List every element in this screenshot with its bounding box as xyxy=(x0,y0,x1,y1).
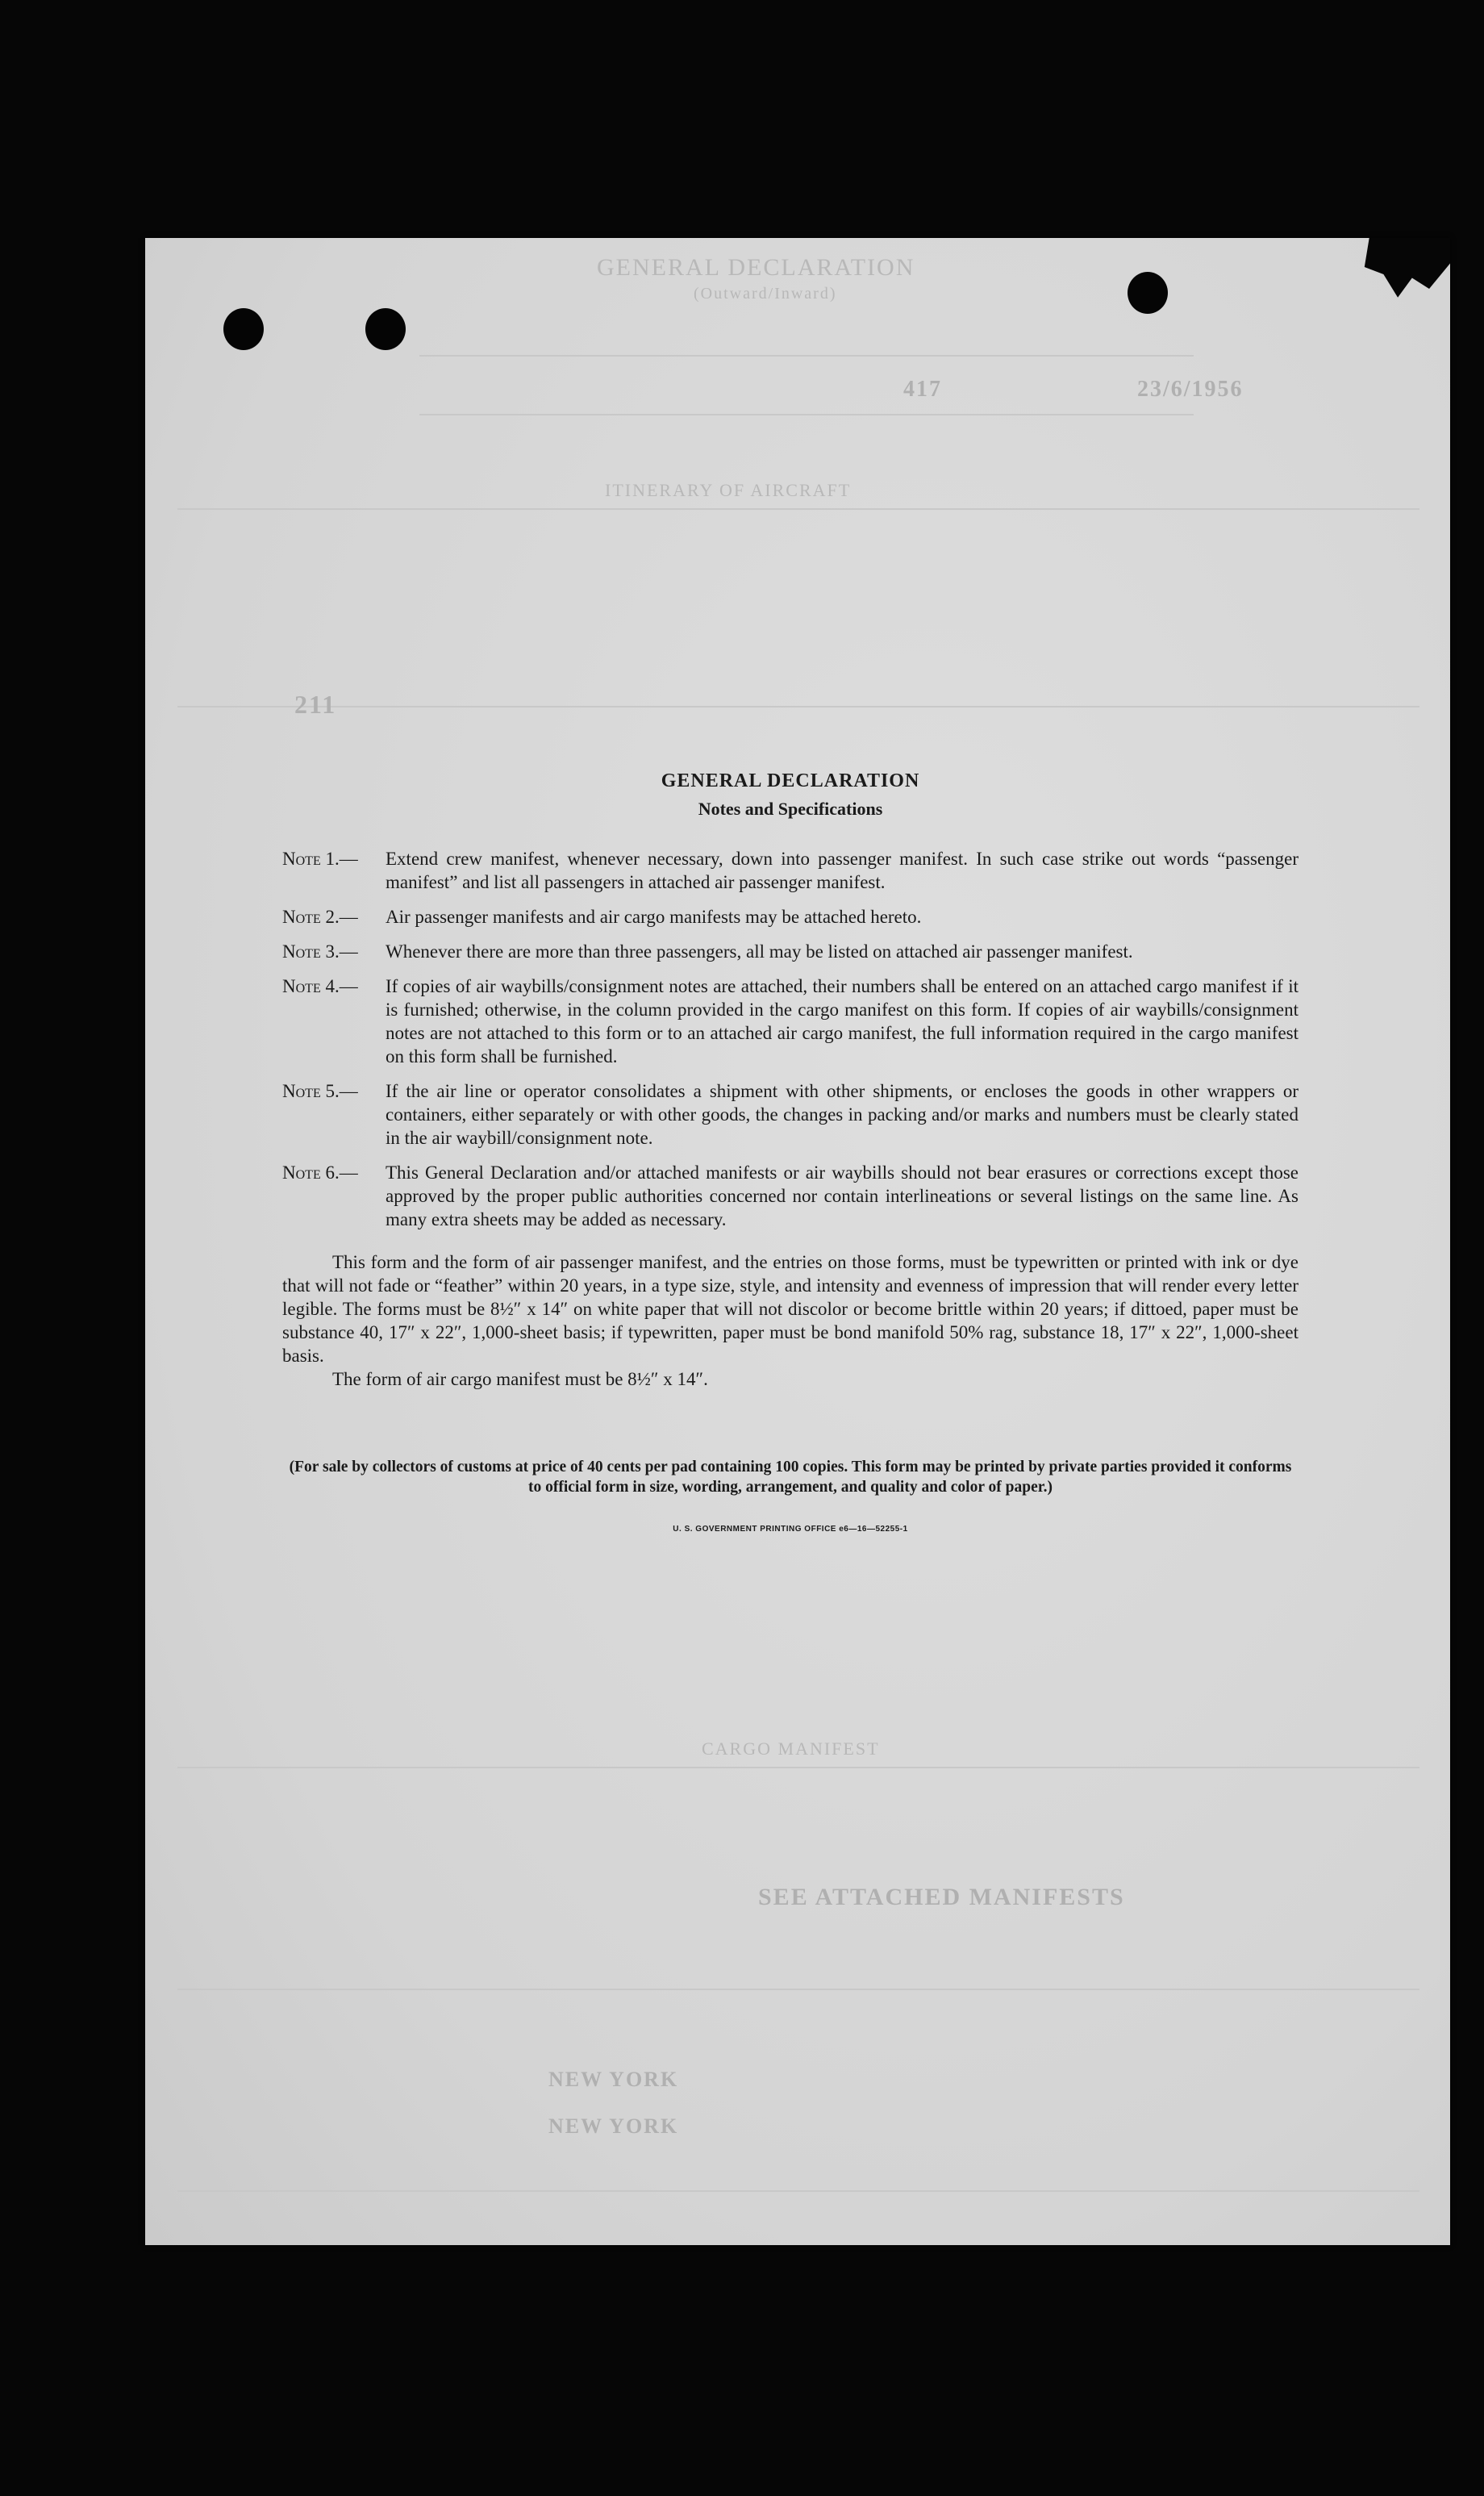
note-3 xyxy=(282,940,1298,963)
printer-imprint: U. S. GOVERNMENT PRINTING OFFICE e6—16—52255-1 xyxy=(673,1525,908,1534)
ghost-header-sub: (Outward/Inward) xyxy=(694,285,837,303)
page-title: GENERAL DECLARATION xyxy=(661,770,920,791)
note-label: Note 3.— xyxy=(282,941,358,962)
ghost-date: 23/6/1956 xyxy=(1137,377,1244,402)
ghost-rule xyxy=(419,355,1194,357)
cargo-manifest-size-line: The form of air cargo manifest must be 8½″ x 14″. xyxy=(332,1369,708,1389)
punch-hole-right xyxy=(1128,272,1168,314)
note-5 xyxy=(282,1079,1298,1150)
ghost-count: 211 xyxy=(294,690,337,719)
form-specification-paragraph: This form and the form of air passenger manifest, and the entries on those forms, must be typewritten or printed with ink or dye that will not fade or “feather” within 20 years, in a type size, style, and intensity and evenness of impression that will render every letter legible. The forms must be 8½″ x 14″ on white paper that will not discolor or become brittle within 20 years; if dittoed, paper must be substance 40, 17″ x 22″, 1,000-sheet basis; if typewritten, paper must be bond manifold 50% rag, substance 18, 17″ x 22″, 1,000-sheet basis. xyxy=(282,1252,1298,1366)
ghost-rule xyxy=(419,414,1194,415)
note-text: Air passenger manifests and air cargo manifests may be attached hereto. xyxy=(386,907,922,927)
torn-corner xyxy=(1355,238,1450,311)
ghost-rule xyxy=(177,508,1419,510)
ghost-rule xyxy=(177,1767,1419,1768)
ghost-rule xyxy=(177,1989,1419,1990)
note-label: Note 4.— xyxy=(282,976,358,996)
note-2 xyxy=(282,905,1298,929)
ghost-header: GENERAL DECLARATION xyxy=(597,254,915,281)
page-subtitle: Notes and Specifications xyxy=(698,799,883,819)
ghost-dest-2: NEW YORK xyxy=(548,2114,679,2138)
note-1 xyxy=(282,847,1298,894)
ghost-flight: 417 xyxy=(903,377,942,402)
ghost-dest-1: NEW YORK xyxy=(548,2068,679,2091)
note-6 xyxy=(282,1161,1298,1231)
note-4 xyxy=(282,975,1298,1068)
ghost-attached: SEE ATTACHED MANIFESTS xyxy=(758,1884,1125,1910)
note-text: If copies of air waybills/consignment notes are attached, their numbers shall be entered on an attached cargo manifest if it is furnished; otherwise, in the column provided in the cargo manifest on this form. If copies of air waybills/consignment notes are not attached to this form or to an attached air cargo manifest, the full information required in the cargo manifest on this form shall be furnished. xyxy=(386,976,1298,1066)
note-label: Note 5.— xyxy=(282,1081,358,1101)
declaration-notes xyxy=(282,770,1298,1534)
ghost-rule xyxy=(177,706,1419,707)
sale-notice: (For sale by collectors of customs at price of 40 cents per pad containing 100 copies. This form may be printed by private parties provided it conforms to official form in size, wording, arrangement, and quality and color of paper.) xyxy=(289,1459,1292,1496)
punch-hole-left xyxy=(223,308,264,350)
note-label: Note 1.— xyxy=(282,849,358,869)
note-label: Note 6.— xyxy=(282,1162,358,1183)
note-text: If the air line or operator consolidates a shipment with other shipments, or encloses the goods in other wrappers or containers, either separately or with other goods, the changes in packing and/or marks and numbers must be clearly stated in the air waybill/consignment note. xyxy=(386,1081,1298,1148)
ghost-cargo: CARGO MANIFEST xyxy=(702,1738,880,1759)
ghost-rule xyxy=(177,2190,1419,2192)
note-label: Note 2.— xyxy=(282,907,358,927)
punch-hole-center xyxy=(365,308,406,350)
document-page xyxy=(145,238,1450,2245)
ghost-itinerary: ITINERARY OF AIRCRAFT xyxy=(605,480,852,500)
note-text: Whenever there are more than three passengers, all may be listed on attached air passenger manifest. xyxy=(386,941,1133,962)
note-text: Extend crew manifest, whenever necessary, down into passenger manifest. In such case strike out words “passenger manifest” and list all passengers in attached air passenger manifest. xyxy=(386,849,1298,892)
note-text: This General Declaration and/or attached manifests or air waybills should not bear erasures or corrections except those approved by the proper public authorities concerned nor contain interlineations or several listings on the same line. As many extra sheets may be added as necessary. xyxy=(386,1162,1298,1229)
